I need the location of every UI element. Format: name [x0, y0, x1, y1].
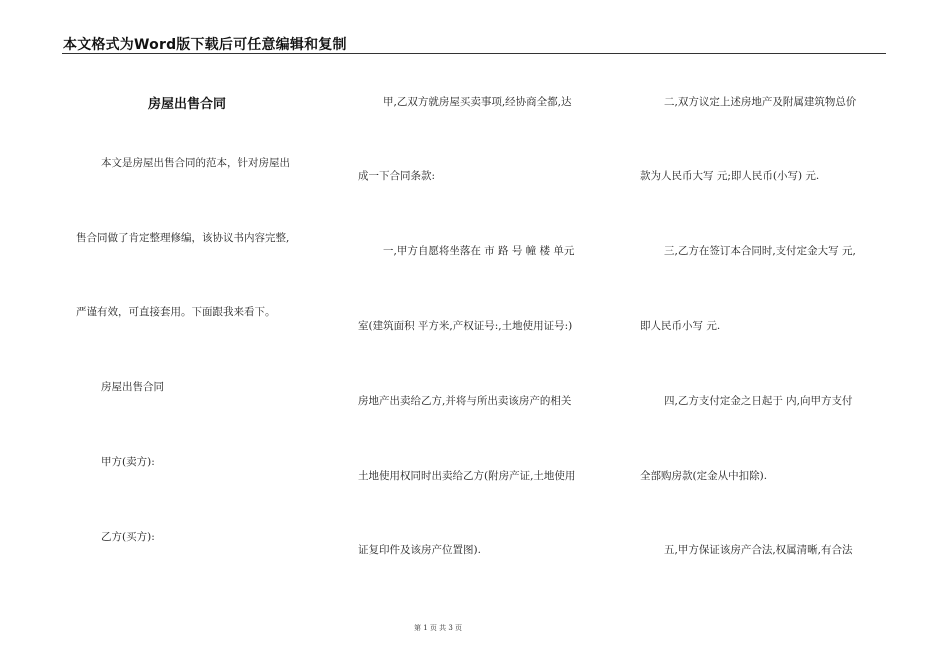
col1-line-4: 房屋出售合同 — [101, 381, 164, 393]
document-title: 房屋出售合同 — [148, 97, 227, 112]
col2-line-1: 甲,乙双方就房屋买卖事项,经协商全都,达 — [383, 96, 572, 108]
col3-line-1: 二,双方议定上述房地产及附属建筑物总价 — [664, 96, 857, 108]
col3-line-7: 五,甲方保证该房产合法,权属清晰,有合法 — [664, 544, 853, 556]
col1-line-2: 售合同做了肯定整理修编，该协议书内容完整, — [76, 232, 290, 244]
col1-line-6: 乙方(买方): — [101, 531, 155, 543]
col1-line-1: 本文是房屋出售合同的范本，针对房屋出 — [101, 157, 290, 169]
header-divider — [62, 53, 886, 54]
col2-line-2: 成一下合同条款: — [358, 170, 436, 182]
col3-line-5: 四,乙方支付定金之日起于 内,向甲方支付 — [664, 395, 853, 407]
col2-line-5: 房地产出卖给乙方,并将与所出卖该房产的相关 — [358, 395, 572, 407]
col2-line-4: 室(建筑面积 平方米,产权证号:,土地使用证号:) — [358, 320, 573, 332]
col3-line-3: 三,乙方在签订本合同时,支付定金大写 元, — [664, 245, 856, 257]
col3-line-2: 款为人民币大写 元;即人民币(小写) 元. — [640, 170, 820, 182]
col3-line-4: 即人民币小写 元. — [640, 320, 721, 332]
col2-line-3: 一,甲方自愿将坐落在 市 路 号 幢 楼 单元 — [383, 245, 575, 257]
col1-line-3: 严谨有效，可直接套用。下面跟我来看下。 — [76, 306, 276, 318]
page-number-footer: 第 1 页 共 3 页 — [414, 624, 463, 632]
col3-line-6: 全部购房款(定金从中扣除). — [640, 470, 768, 482]
col2-line-6: 土地使用权同时出卖给乙方(附房产证,土地使用 — [358, 470, 576, 482]
document-header: 本文格式为Word版下载后可任意编辑和复制 — [63, 37, 347, 53]
col1-line-5: 甲方(卖方): — [101, 456, 155, 468]
col2-line-7: 证复印件及该房产位置图). — [358, 544, 481, 556]
